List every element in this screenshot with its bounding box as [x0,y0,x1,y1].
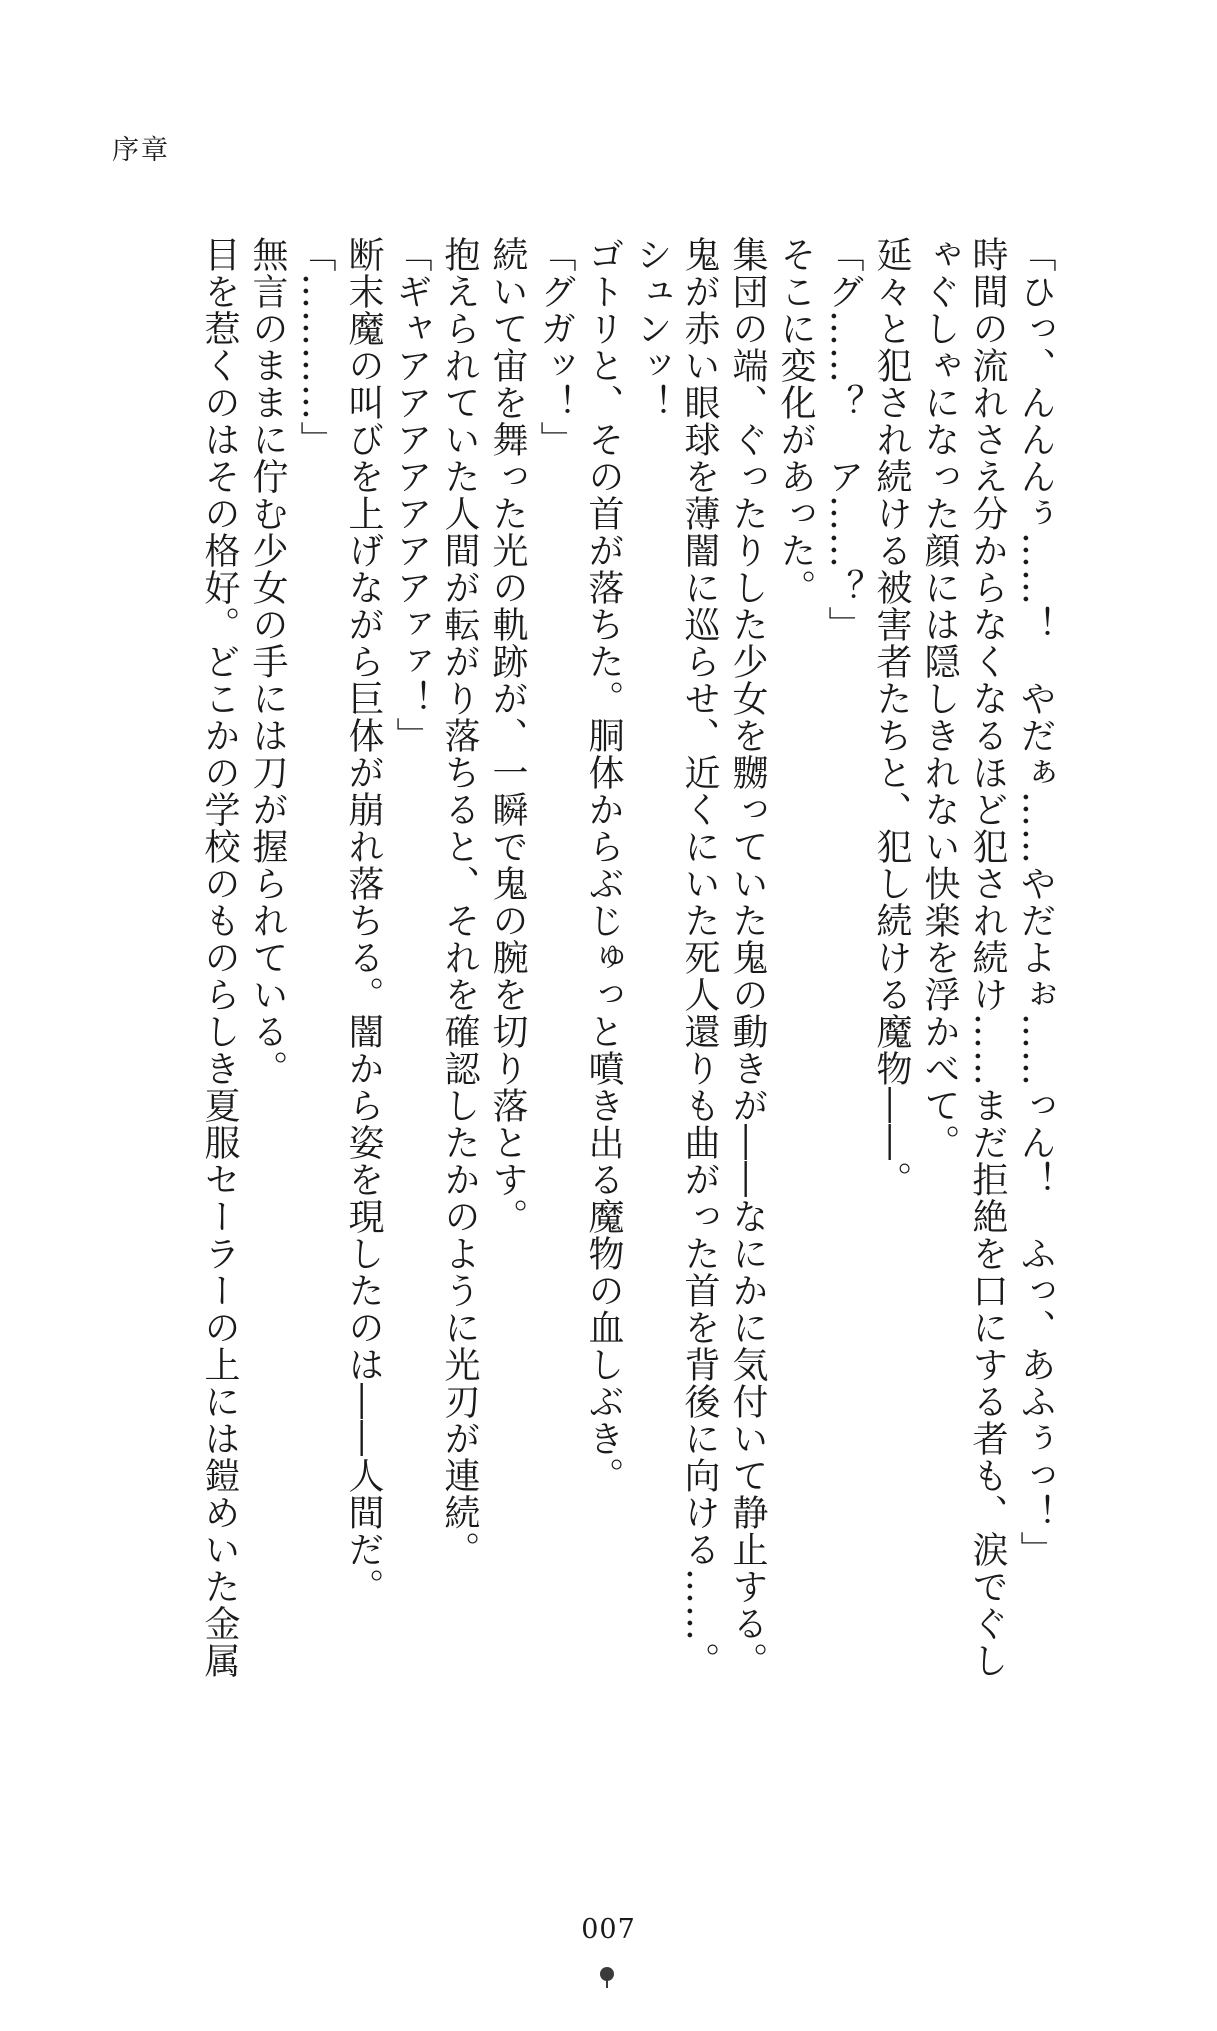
text-line: 鬼が赤い眼球を薄闇に巡らせ、近くにいた死人還りも曲がった首を背後に向ける……。 [679,236,720,1679]
text-line: 集団の端、ぐったりした少女を嬲っていた鬼の動きが――なにかに気付いて静止する。 [727,236,768,1679]
page-marker-dot [600,1967,614,1981]
text-line: 目を惹くのはその格好。どこかの学校のものらしき夏服セーラーの上には鎧めいた金属 [199,236,240,1679]
page-number: 007 [581,1914,636,1945]
text-line: ゃぐしゃになった顔には隠しきれない快楽を浮かべて。 [919,236,960,1161]
text-line: 断末魔の叫びを上げながら巨体が崩れ落ちる。闇から姿を現したのは――人間だ。 [343,236,384,1605]
text-line: そこに変化があった。 [775,236,816,606]
text-line: 「ギャアアアアアアアァァ！」 [391,236,432,754]
text-line: シュンッ！ [631,236,672,421]
text-line: 「ひっ、んんんぅ……！ やだぁ……やだよぉ……っん！ ふっ、あふぅっ！」 [1015,236,1056,1568]
text-line: ゴトリと、その首が落ちた。胴体からぶじゅっと噴き出る魔物の血しぶき。 [583,236,624,1494]
text-line: 「…………」 [295,236,336,458]
body-text [195,236,1059,1726]
page-marker-tick [606,1980,608,1988]
text-line: 「グガッ！」 [535,236,576,458]
text-line: 続いて宙を舞った光の軌跡が、一瞬で鬼の腕を切り落とす。 [487,236,528,1235]
text-line: 延々と犯され続ける被害者たちと、犯し続ける魔物――。 [871,236,912,1198]
text-line: 無言のままに佇む少女の手には刀が握られている。 [247,236,288,1087]
chapter-title: 序章 [112,135,170,166]
text-line: 「グ……？ ア……？」 [823,236,864,643]
text-line: 抱えられていた人間が転がり落ちると、それを確認したかのように光刃が連続。 [439,236,480,1568]
text-line: 時間の流れさえ分からなくなるほど犯され続け……まだ拒絶を口にする者も、涙でぐし [967,236,1008,1679]
